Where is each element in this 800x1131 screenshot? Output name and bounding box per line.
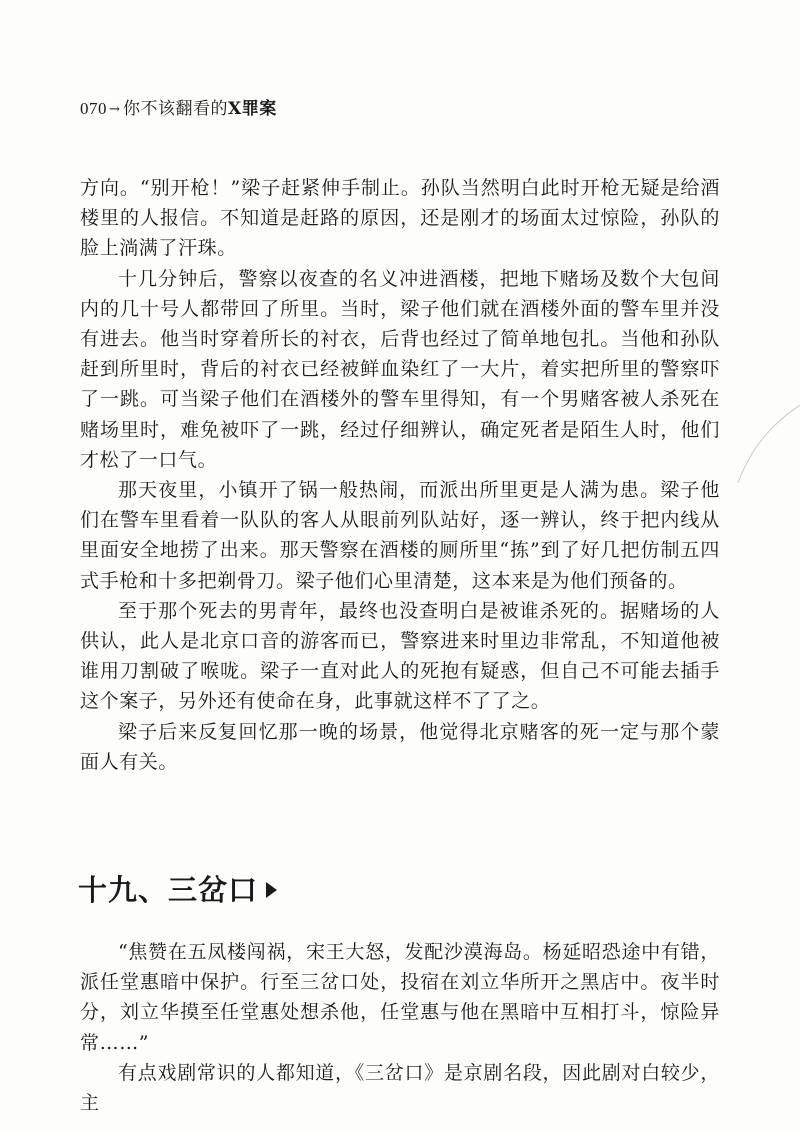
paragraph: 有点戏剧常识的人都知道，《三岔口》是京剧名段，因此剧对白较少，主 — [80, 1061, 720, 1115]
section-title: 十九、三岔口 — [78, 873, 259, 907]
paragraph: “焦赞在五凤楼闯祸，宋王大怒，发配沙漠海岛。杨延昭恐途中有错，派任堂惠暗中保护。行至三岔口处，投宿在刘立华所开之黑店中。夜半时分，刘立华摸至任堂惠处想杀他，任堂惠与他在黑暗中互相打斗，惊险异常……” — [80, 941, 720, 1054]
body-text-top — [80, 173, 720, 777]
page-number: 070 — [80, 99, 107, 118]
page-curl-mark — [730, 395, 800, 485]
book-title-bold: X罪案 — [228, 99, 277, 119]
paragraph: 至于那个死去的男青年，最终也没查明白是被谁杀死的。据赌场的人供认，此人是北京口音的游客而已，警察进来时里边非常乱，不知道他被谁用刀割破了喉咙。梁子一直对此人的死抱有疑惑，但自己不可能去插手这个案子，另外还有使命在身，此事就这样不了了之。 — [80, 599, 720, 713]
book-title-prefix: 你不该翻看的 — [123, 99, 228, 119]
section-heading — [78, 868, 277, 909]
paragraph: 梁子后来反复回忆那一晚的场景，他觉得北京赌客的死一定与那个蒙面人有关。 — [80, 720, 720, 773]
body-text-bottom — [80, 937, 720, 1118]
paragraph: 那天夜里，小镇开了锅一般热闹，而派出所里更是人满为患。梁子他们在警车里看着一队队的客人从眼前列队站好，逐一辨认，终于把内线从里面安全地捞了出来。那天警察在酒楼的厕所里“拣”到了好几把仿制五四式手枪和十多把剃骨刀。梁子他们心里清楚，这本来是为他们预备的。 — [80, 479, 720, 592]
header-arrow-icon: → — [109, 102, 121, 117]
paragraph: 十几分钟后，警察以夜查的名义冲进酒楼，把地下赌场及数个大包间内的几十号人都带回了所里。当时，梁子他们就在酒楼外面的警车里并没有进去。他当时穿着所长的衬衣，后背也经过了简单地包扎。当他和孙队赶到所里时，背后的衬衣已经被鲜血染红了一大片，着实把所里的警察吓了一跳。可当梁子他们在酒楼外的警车里得知，有一个男赌客被人杀死在赌场里时，难免被吓了一跳，经过仔细辨认，确定死者是陌生人时，他们才松了一口气。 — [80, 267, 720, 471]
triangle-marker-icon — [266, 882, 277, 898]
running-header — [80, 94, 277, 119]
paragraph: 方向。“别开枪！”梁子赶紧伸手制止。孙队当然明白此时开枪无疑是给酒楼里的人报信。不知道是赶路的原因，还是刚才的场面太过惊险，孙队的脸上淌满了汗珠。 — [80, 177, 720, 260]
